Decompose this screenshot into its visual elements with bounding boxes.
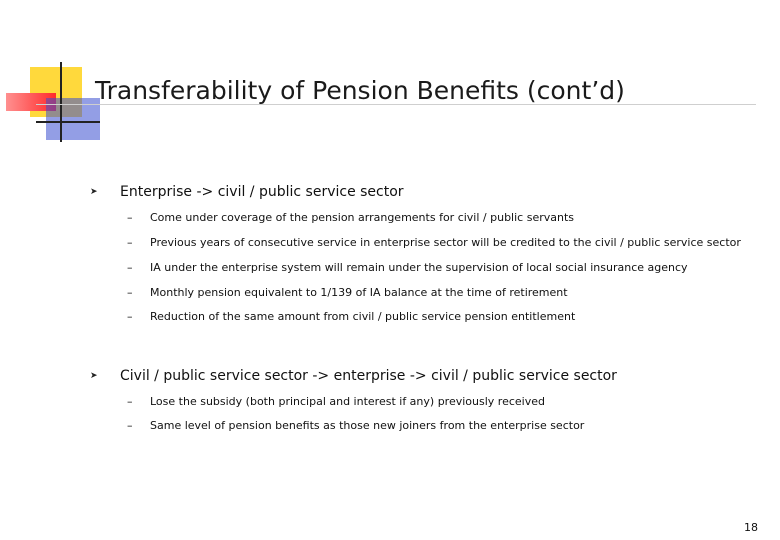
dash-bullet-icon: –: [127, 419, 133, 432]
decor-horizontal-line: [36, 121, 100, 123]
sub-point-text: Lose the subsidy (both principal and interest if any) previously received: [150, 395, 545, 408]
sub-point-text: Reduction of the same amount from civil / public service pension entitlement: [150, 310, 576, 323]
decor-vertical-line: [60, 62, 62, 142]
dash-bullet-icon: –: [127, 286, 133, 299]
sub-point-text: Monthly pension equivalent to 1/139 of IA balance at the time of retirement: [150, 286, 568, 299]
dash-bullet-icon: –: [127, 310, 133, 323]
bullet-heading: Enterprise -> civil / public service sector: [120, 184, 404, 200]
dash-bullet-icon: –: [127, 211, 133, 224]
sub-point-text: Come under coverage of the pension arrangements for civil / public servants: [150, 211, 574, 224]
sub-point-text: Same level of pension benefits as those new joiners from the enterprise sector: [150, 419, 585, 432]
dash-bullet-icon: –: [127, 236, 133, 249]
page-number: 18: [744, 521, 758, 534]
slide-title: Transferability of Pension Benefits (cont’d): [95, 76, 625, 105]
dash-bullet-icon: –: [127, 261, 133, 274]
arrow-bullet-icon: ➤: [90, 187, 98, 197]
sub-point-text: IA under the enterprise system will remain under the supervision of local social insurance agency: [150, 261, 688, 274]
arrow-bullet-icon: ➤: [90, 371, 98, 381]
sub-point-text: Previous years of consecutive service in enterprise sector will be credited to the civil / public service sector: [150, 236, 741, 249]
dash-bullet-icon: –: [127, 395, 133, 408]
bullet-heading: Civil / public service sector -> enterprise -> civil / public service sector: [120, 368, 617, 384]
